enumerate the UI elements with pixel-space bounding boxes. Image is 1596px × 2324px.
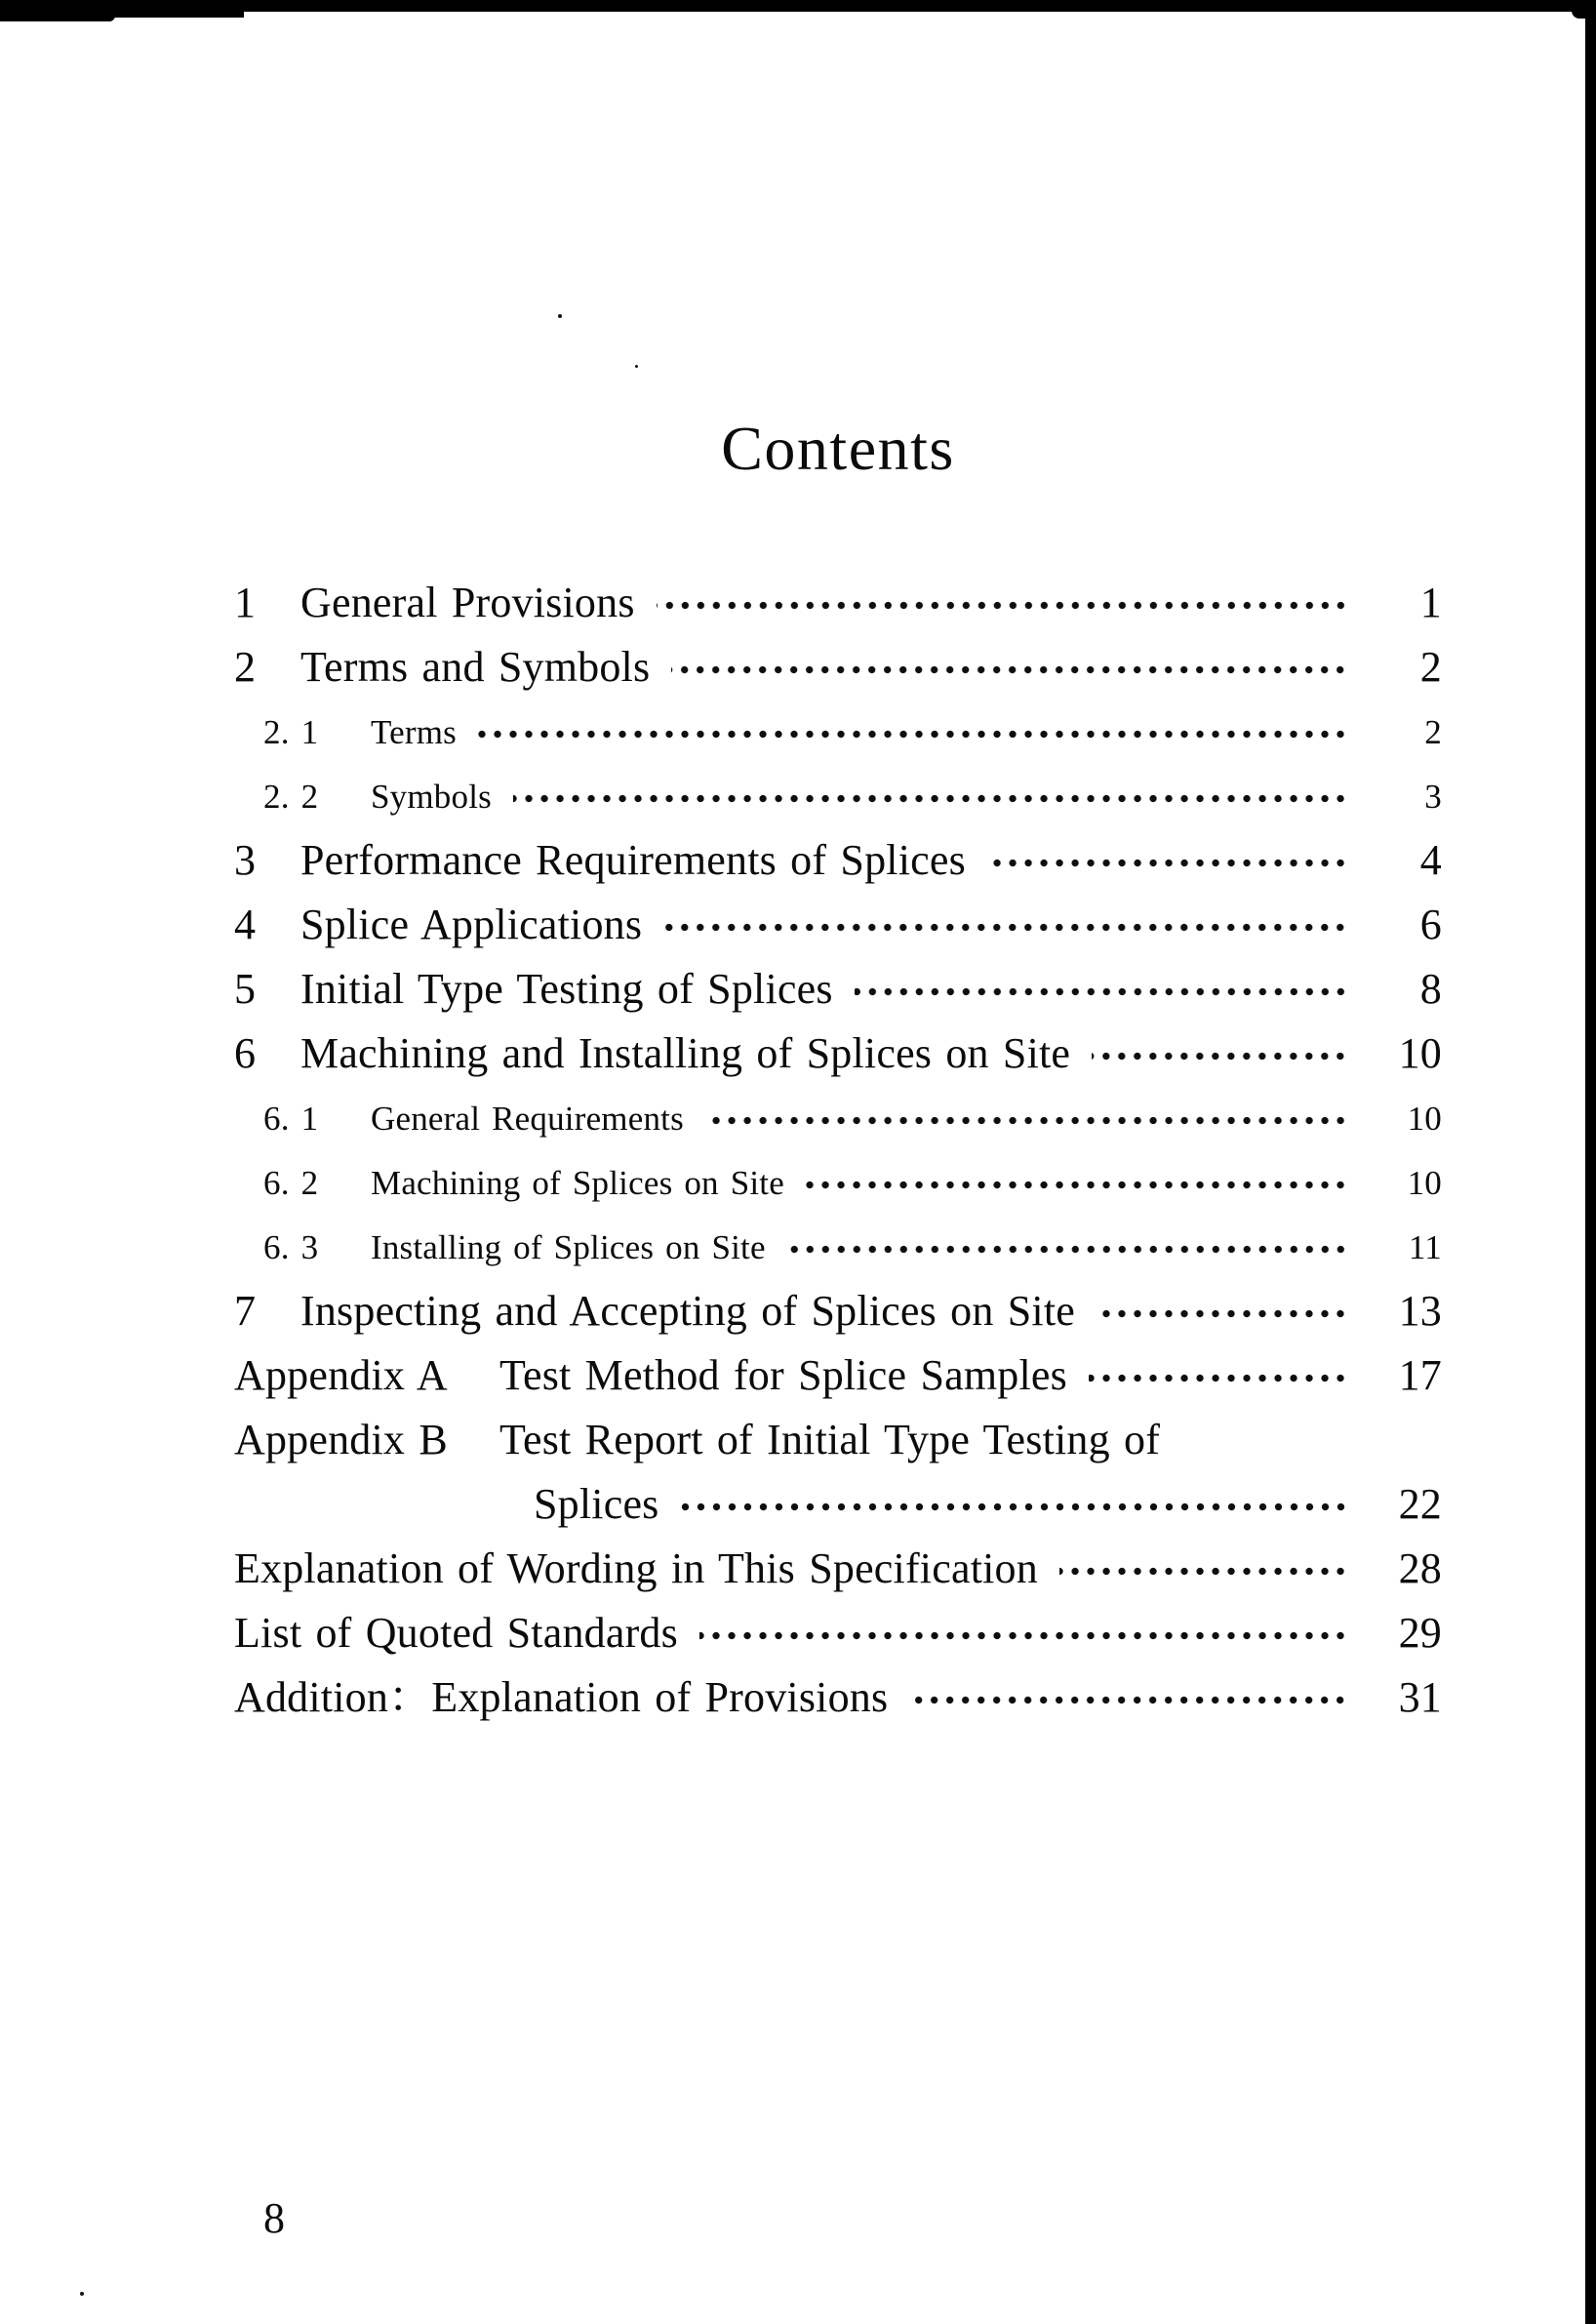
toc-entry-number: 6. 2 (263, 1163, 319, 1202)
toc-entry-label: General Requirements (371, 1099, 684, 1138)
toc-entry-page: 29 (1398, 1609, 1442, 1657)
page-title: Contents (721, 414, 955, 483)
toc-entry-number: 7 (234, 1287, 257, 1335)
toc-entry-page: 10 (1407, 1163, 1442, 1202)
toc-entry (0, 1408, 1596, 1472)
toc-entry-number: 1 (234, 579, 257, 626)
toc-entry-number: Appendix B (234, 1416, 448, 1463)
toc-entry-page: 28 (1398, 1544, 1442, 1592)
toc-entry (0, 700, 1596, 764)
toc-entry-number: Appendix A (234, 1351, 448, 1399)
toc-entry (0, 1472, 1596, 1537)
dot-leader-icon (1097, 1306, 1348, 1321)
toc-entry-label: Terms (371, 712, 457, 751)
toc-entry (0, 1343, 1596, 1408)
toc-entry-number: 3 (234, 836, 257, 884)
toc-entry-number: 5 (234, 965, 257, 1013)
dot-leader-icon (699, 1628, 1348, 1643)
scan-speck (558, 314, 562, 318)
toc-entry-label: General Provisions (300, 579, 635, 626)
scan-edge-top-left2 (0, 0, 115, 21)
toc-entry-page: 13 (1398, 1287, 1442, 1335)
dot-leader-icon (1059, 1564, 1348, 1579)
toc-entry-label: Test Method for Splice Samples (499, 1351, 1067, 1399)
toc-entry-label: Addition：Explanation of Provisions (234, 1673, 889, 1721)
dot-leader-icon (855, 984, 1348, 999)
toc-list (0, 571, 1596, 1730)
toc-entry-page: 8 (1419, 965, 1442, 1013)
toc-entry-label: Explanation of Wording in This Specification (234, 1544, 1038, 1592)
toc-entry-page: 31 (1398, 1673, 1442, 1721)
toc-entry-label: Test Report of Initial Type Testing of (499, 1416, 1161, 1463)
toc-entry-label: Splices (534, 1480, 659, 1528)
toc-entry-label: Splice Applications (300, 901, 643, 948)
toc-entry-label: Initial Type Testing of Splices (300, 965, 833, 1013)
toc-entry (0, 1215, 1596, 1279)
toc-entry (0, 893, 1596, 957)
toc-entry-page: 2 (1424, 712, 1442, 751)
dot-leader-icon (1089, 1371, 1348, 1385)
toc-entry-number: 2 (234, 643, 257, 691)
toc-entry-page: 17 (1398, 1351, 1442, 1399)
toc-entry-label: Performance Requirements of Splices (300, 836, 966, 884)
toc-entry-page: 10 (1398, 1029, 1442, 1077)
page-number: 8 (263, 2194, 285, 2242)
toc-entry-page: 3 (1424, 777, 1442, 816)
toc-entry-number: 6. 1 (263, 1099, 319, 1138)
toc-entry-page: 10 (1407, 1099, 1442, 1138)
toc-entry-page: 6 (1419, 901, 1442, 948)
toc-entry-number: 6. 3 (263, 1227, 319, 1266)
toc-entry (0, 957, 1596, 1022)
dot-leader-icon (787, 1242, 1348, 1257)
dot-leader-icon (909, 1693, 1348, 1707)
toc-entry-number: 2. 2 (263, 777, 319, 816)
toc-entry (0, 1150, 1596, 1215)
toc-entry-label: Terms and Symbols (300, 643, 651, 691)
dot-leader-icon (663, 920, 1348, 935)
toc-entry-number: 4 (234, 901, 257, 948)
dot-leader-icon (671, 662, 1348, 677)
toc-entry-label: Machining of Splices on Site (371, 1163, 784, 1202)
toc-entry-label: List of Quoted Standards (234, 1609, 678, 1657)
toc-entry (0, 1665, 1596, 1730)
dot-leader-icon (513, 791, 1348, 806)
scan-corner-mark (1572, 10, 1587, 19)
toc-entry-label: Symbols (371, 777, 492, 816)
toc-entry-number: 2. 1 (263, 712, 319, 751)
toc-entry-label: Machining and Installing of Splices on Site (300, 1029, 1071, 1077)
toc-entry-number: 6 (234, 1029, 257, 1077)
toc-entry (0, 1022, 1596, 1086)
dot-leader-icon (681, 1500, 1348, 1514)
scan-speck (80, 2292, 84, 2296)
toc-entry-page: 22 (1398, 1480, 1442, 1528)
toc-entry-page: 2 (1419, 643, 1442, 691)
dot-leader-icon (987, 856, 1348, 870)
toc-entry-label: Installing of Splices on Site (371, 1227, 766, 1266)
toc-entry-page: 4 (1419, 836, 1442, 884)
dot-leader-icon (657, 598, 1348, 613)
toc-entry (0, 1601, 1596, 1665)
dot-leader-icon (705, 1113, 1348, 1128)
toc-entry (0, 571, 1596, 635)
toc-entry-page: 1 (1419, 579, 1442, 626)
toc-entry (0, 1537, 1596, 1601)
toc-entry-page: 11 (1408, 1227, 1442, 1266)
dot-leader-icon (478, 727, 1348, 741)
toc-entry (0, 635, 1596, 700)
toc-entry-label: Inspecting and Accepting of Splices on Site (300, 1287, 1076, 1335)
dot-leader-icon (1092, 1049, 1348, 1063)
scan-speck (635, 365, 638, 368)
dot-leader-icon (806, 1178, 1348, 1192)
toc-entry (0, 1086, 1596, 1150)
toc-entry (0, 1279, 1596, 1343)
toc-entry (0, 764, 1596, 828)
toc-entry (0, 828, 1596, 893)
